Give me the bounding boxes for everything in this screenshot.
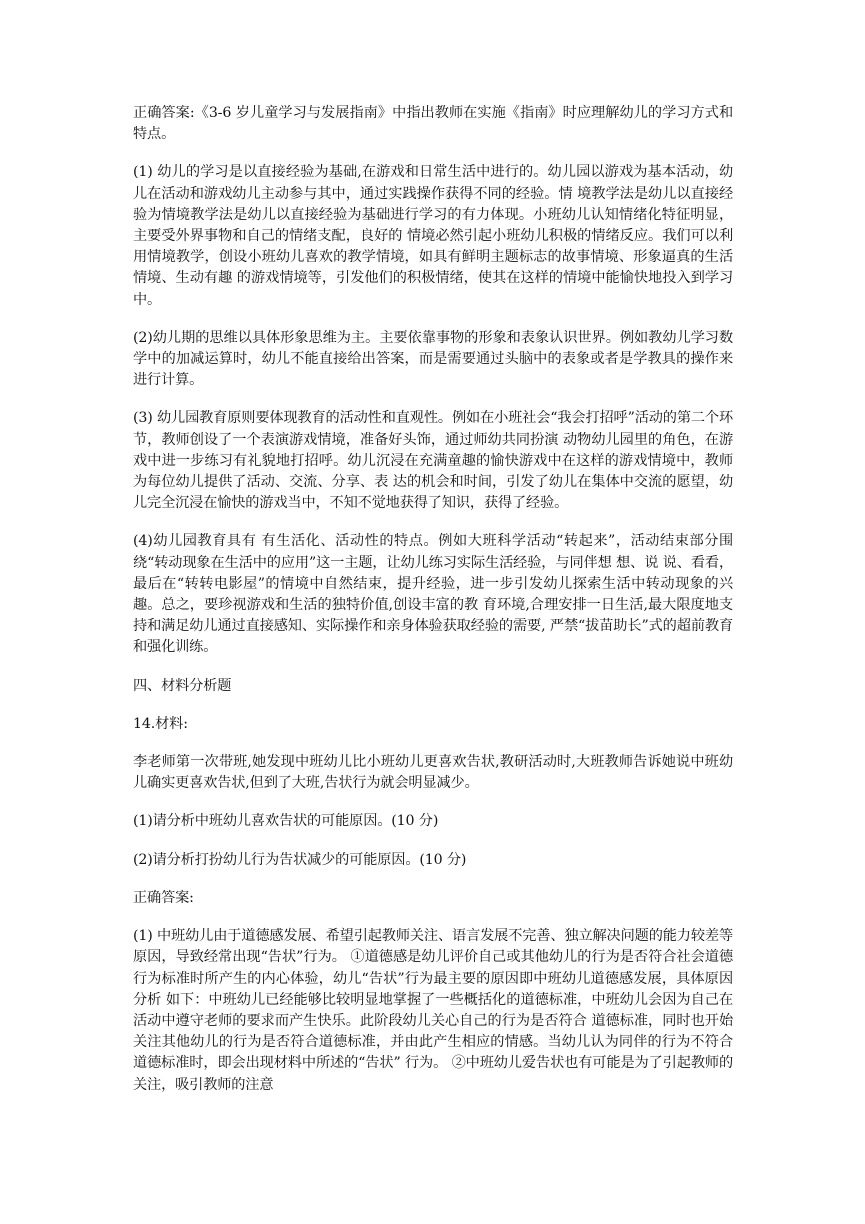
answer-label: 正确答案: <box>133 889 194 906</box>
question-2: (2)请分析打扮幼儿行为告状减少的可能原因。(10 分) <box>133 851 467 868</box>
point-4-paragraph: (4)幼儿园教育具有 有生活化、活动性的特点。例如大班科学活动“转起来”，活动结束部分围绕“转动现象在生活中的应用”这一主题，让幼儿练习实际生活经验，与同伴想 想、说 说、看看，最后在“转转电影屋”的情境中自然结束，提升经验，进一步引发幼儿探索生活中转动现象的兴趣。总之，要珍视游戏和生活的独特价值,创设丰富的教 育环境,合理安排一日生活,最大限度地支持和满足幼儿通过直接感知、实际操作和亲身体验获取经验的需要, 严禁“拔苗助长”式的超前教育和强化训练。 <box>133 533 733 656</box>
document-page <box>133 103 733 1096</box>
point-2-paragraph: (2)幼儿期的思维以具体形象思维为主。主要依靠事物的形象和表象认识世界。例如教幼儿学习数学中的加减运算时，幼儿不能直接给出答案，而是需要通过头脑中的表象或者是学教具的操作来进行计算。 <box>133 329 733 389</box>
material-label: 14.材料: <box>133 715 188 732</box>
section-heading: 四、材料分析题 <box>133 677 232 694</box>
answer-intro-paragraph: 正确答案:《3-6 岁儿童学习与发展指南》中指出教师在实施《指南》时应理解幼儿的学习方式和特点。 <box>133 105 733 143</box>
material-text: 李老师第一次带班,她发现中班幼儿比小班幼儿更喜欢告状,教研活动时,大班教师告诉她说中班幼儿确实更喜欢告状,但到了大班,告状行为就会明显减少。 <box>133 754 733 792</box>
question-1: (1)请分析中班幼儿喜欢告状的可能原因。(10 分) <box>133 813 439 830</box>
answer-1-paragraph: (1) 中班幼儿由于道德感发展、希望引起教师关注、语言发展不完善、独立解决问题的能力较差等原因，导致经常出现“告状”行为。 ①道德感是幼儿评价自己或其他幼儿的行为是否符合社会道德行为标准时所产生的内心体验，幼儿“告状”行为最主要的原因即中班幼儿道德感发展，具体原因分析 如下：中班幼儿已经能够比较明显地掌握了一些概括化的道德标准，中班幼儿会因为自己在活动中遵守老师的要求而产生快乐。此阶段幼儿关心自己的行为是否符合 道德标准，同时也开始关注其他幼儿的行为是否符合道德标准，并由此产生相应的情感。当幼儿认为同伴的行为不符合道德标准时，即会出现材料中所述的“告状” 行为。 ②中班幼儿爱告状也有可能是为了引起教师的关注，吸引教师的注意 <box>133 928 733 1093</box>
point-3-paragraph: (3) 幼儿园教育原则要体现教育的活动性和直观性。例如在小班社会“我会打招呼”活动的第二个环节，教师创设了一个表演游戏情境，准备好头饰，通过师幼共同扮演 动物幼儿园里的角色，在游戏中进一步练习有礼貌地打招呼。幼儿沉浸在充满童趣的愉快游戏中在这样的游戏情境中，教师为每位幼儿提供了活动、交流、分享、表 达的机会和时间，引发了幼儿在集体中交流的愿望，幼儿完全沉浸在愉快的游戏当中，不知不觉地获得了知识，获得了经验。 <box>133 410 733 512</box>
point-1-paragraph: (1) 幼儿的学习是以直接经验为基础,在游戏和日常生活中进行的。幼儿园以游戏为基本活动，幼儿在活动和游戏幼儿主动参与其中，通过实践操作获得不同的经验。情 境教学法是幼儿以直接经验为情境教学法是幼儿以直接经验为基础进行学习的有力体现。小班幼儿认知情绪化特征明显，主要受外界事物和自己的情绪支配，良好的 情境必然引起小班幼儿积极的情绪反应。我们可以利用情境教学，创设小班幼儿喜欢的教学情境，如具有鲜明主题标志的故事情境、形象逼真的生活情境、生动有趣 的游戏情境等，引发他们的积极情绪，使其在这样的情境中能愉快地投入到学习中。 <box>133 164 733 308</box>
